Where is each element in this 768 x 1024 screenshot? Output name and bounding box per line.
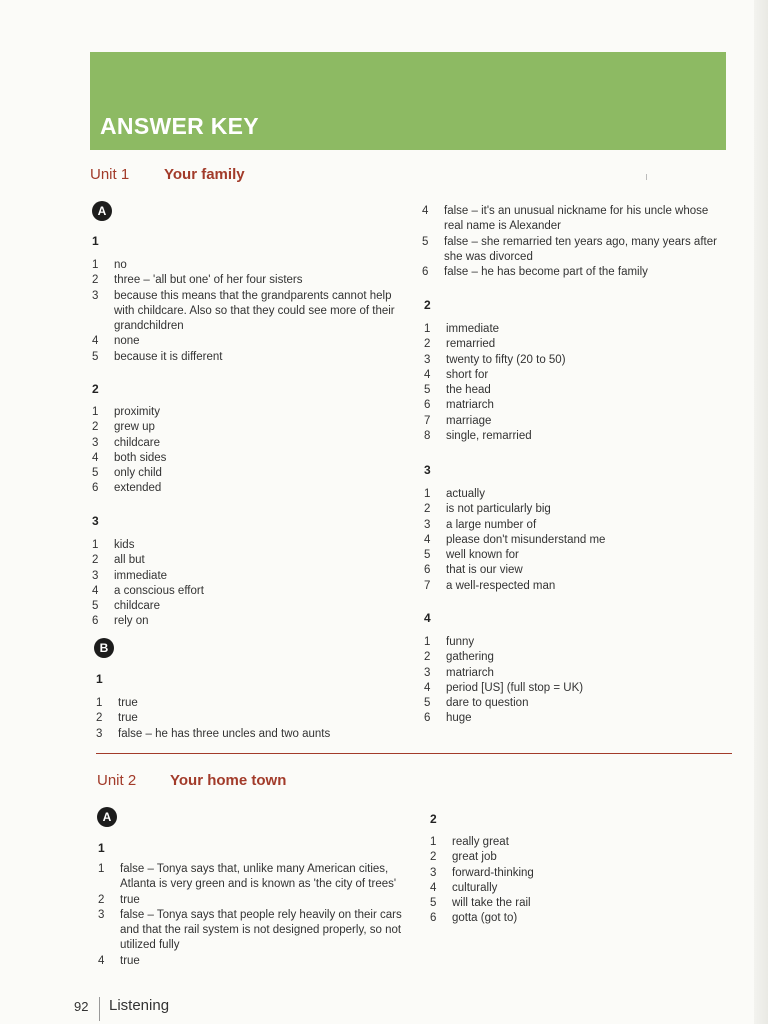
answer-item <box>430 866 730 881</box>
answer-number: 8 <box>424 430 431 443</box>
answer-number: 1 <box>92 259 99 271</box>
answer-number: 1 <box>92 406 99 418</box>
answer-item <box>424 414 724 429</box>
answer-number: 6 <box>92 482 99 495</box>
exercise-4-label: 4 <box>424 611 431 625</box>
answer-text: funny <box>446 636 475 648</box>
answer-number: 4 <box>424 681 431 694</box>
answer-text: well known for <box>446 549 519 562</box>
answer-text: because this means that the grandparents cannot help with childcare. Also so that they could see more of their grandchildren <box>114 289 395 333</box>
answer-text: matriarch <box>446 666 494 679</box>
answer-item <box>424 533 724 548</box>
answer-text: twenty to fifty (20 to 50) <box>446 353 566 366</box>
answer-item <box>424 383 724 398</box>
answer-text: because it is different <box>114 350 223 363</box>
answer-number: 4 <box>92 451 99 464</box>
answer-text: marriage <box>446 414 492 427</box>
answer-text: single, remarried <box>446 430 532 443</box>
answer-number: 3 <box>92 289 99 302</box>
answer-text: actually <box>446 488 485 500</box>
exercise-1-answers <box>96 696 396 742</box>
answer-text: immediate <box>114 569 168 582</box>
answer-number: 5 <box>92 600 99 613</box>
answer-item <box>422 265 730 280</box>
answer-text: really great <box>452 836 509 848</box>
answer-number: 5 <box>422 235 429 248</box>
answer-item <box>430 911 730 926</box>
answer-text: please don't misunderstand me <box>446 533 606 546</box>
exercise-2-label: 2 <box>424 298 431 312</box>
exercise-3-label: 3 <box>424 463 431 477</box>
answer-number: 5 <box>424 384 431 397</box>
answer-item <box>430 881 730 896</box>
footer-separator <box>99 997 100 1021</box>
unit-1-title: Your family <box>164 166 245 183</box>
answer-text: kids <box>114 539 135 551</box>
page-number: 92 <box>74 999 89 1014</box>
answer-text: all but <box>114 554 145 567</box>
exercise-3-label: 3 <box>92 514 99 528</box>
answer-item <box>92 599 392 614</box>
answer-number: 2 <box>96 712 103 725</box>
answer-number: 5 <box>424 549 431 562</box>
exercise-1-answers <box>92 258 397 365</box>
answer-text: false – he has become part of the family <box>444 266 648 279</box>
answer-text: true <box>118 712 138 725</box>
section-a-badge: A <box>97 807 117 827</box>
answer-item <box>424 666 724 681</box>
answer-text: false – Tonya says that people rely heavily on their cars and that the rail system is not designed properly, so not utilized fully <box>120 908 402 952</box>
scan-mark <box>646 174 647 180</box>
answer-number: 4 <box>92 584 99 597</box>
answer-item <box>424 650 724 665</box>
unit-2-number: Unit 2 <box>97 772 137 789</box>
answer-text: forward-thinking <box>452 866 534 879</box>
answer-number: 6 <box>422 266 429 279</box>
answer-text: rely on <box>114 615 149 628</box>
answer-item <box>92 481 392 496</box>
answer-item <box>98 954 408 969</box>
answer-number: 1 <box>430 836 437 848</box>
answer-number: 2 <box>92 421 99 434</box>
exercise-4-answers <box>424 635 724 727</box>
answer-text: remarried <box>446 338 496 351</box>
answer-number: 4 <box>98 954 105 967</box>
answer-text: a well-respected man <box>446 579 556 592</box>
answer-number: 1 <box>424 636 431 648</box>
unit-1-number: Unit 1 <box>90 166 130 183</box>
answer-number: 1 <box>96 697 103 709</box>
exercise-2-answers <box>430 835 730 927</box>
answer-number: 2 <box>424 503 431 516</box>
answer-item <box>424 502 724 517</box>
answer-item <box>424 635 724 650</box>
answer-number: 2 <box>430 851 437 864</box>
answer-item <box>96 711 396 726</box>
answer-number: 5 <box>92 467 99 480</box>
answer-key-banner <box>90 52 726 150</box>
answer-item <box>424 487 724 502</box>
answer-item <box>92 334 397 349</box>
answer-item <box>92 289 397 335</box>
answer-item <box>424 579 724 594</box>
answer-item <box>92 569 392 584</box>
answer-item <box>424 368 724 383</box>
exercise-1-label: 1 <box>92 234 99 248</box>
unit-1-heading <box>90 166 245 183</box>
answer-item <box>92 466 392 481</box>
unit-divider <box>96 753 732 754</box>
answer-text: great job <box>452 851 497 864</box>
answer-number: 6 <box>424 399 431 412</box>
answer-item <box>92 273 397 288</box>
answer-item <box>98 908 408 954</box>
unit-2-title: Your home town <box>170 772 287 789</box>
answer-number: 6 <box>430 912 437 925</box>
answer-item <box>424 322 724 337</box>
answer-number: 5 <box>424 697 431 710</box>
answer-text: three – 'all but one' of her four sisters <box>114 274 303 287</box>
answer-number: 6 <box>424 564 431 577</box>
answer-number: 2 <box>92 274 99 287</box>
answer-number: 4 <box>430 881 437 894</box>
exercise-2-answers <box>424 322 724 444</box>
answer-item <box>92 420 392 435</box>
answer-number: 3 <box>92 569 99 582</box>
answer-text: no <box>114 259 127 271</box>
section-a-badge: A <box>92 201 112 221</box>
answer-item <box>92 436 392 451</box>
answer-text: grew up <box>114 421 155 434</box>
answer-text: both sides <box>114 451 167 464</box>
answer-text: false – it's an unusual nickname for his uncle whose real name is Alexander <box>444 205 709 233</box>
unit-2-heading <box>97 772 286 789</box>
exercise-1-label: 1 <box>96 672 103 686</box>
answer-item <box>96 727 396 742</box>
answer-number: 3 <box>424 353 431 366</box>
answer-text: is not particularly big <box>446 503 551 516</box>
answer-text: a large number of <box>446 518 537 531</box>
answer-text: a conscious effort <box>114 584 204 597</box>
answer-number: 4 <box>92 335 99 348</box>
answer-number: 1 <box>424 323 431 335</box>
answer-number: 7 <box>424 579 431 592</box>
exercise-3-answers <box>92 538 392 630</box>
answer-text: immediate <box>446 323 500 335</box>
answer-item <box>92 350 397 365</box>
answer-number: 3 <box>424 666 431 679</box>
answer-text: only child <box>114 467 162 480</box>
answer-text: false – Tonya says that, unlike many American cities, Atlanta is very green and is known as 'the city of trees' <box>120 863 397 891</box>
answer-item <box>96 696 396 711</box>
exercise-2-label: 2 <box>430 812 437 826</box>
answer-item <box>422 204 730 235</box>
answer-text: childcare <box>114 600 161 613</box>
page-title: ANSWER KEY <box>100 113 259 139</box>
answer-number: 2 <box>424 338 431 351</box>
answer-number: 1 <box>98 863 105 875</box>
answer-item <box>92 258 397 273</box>
exercise-1-label: 1 <box>98 841 105 855</box>
answer-item <box>424 429 724 444</box>
answer-number: 3 <box>96 727 103 740</box>
answer-text: dare to question <box>446 697 529 710</box>
answer-number: 3 <box>92 436 99 449</box>
answer-number: 1 <box>424 488 431 500</box>
answer-number: 7 <box>424 414 431 427</box>
answer-number: 5 <box>430 897 437 910</box>
answer-number: 2 <box>424 651 431 664</box>
answer-text: huge <box>446 712 472 725</box>
answer-item <box>424 353 724 368</box>
answer-number: 4 <box>422 205 429 217</box>
answer-item <box>430 850 730 865</box>
answer-item <box>424 681 724 696</box>
answer-text: the head <box>446 384 491 397</box>
answer-text: true <box>120 954 140 967</box>
answer-number: 2 <box>98 893 105 906</box>
answer-item <box>92 405 392 420</box>
answer-text: childcare <box>114 436 161 449</box>
answer-text: gotta (got to) <box>452 912 518 925</box>
answer-item <box>98 893 408 908</box>
answer-text: gathering <box>446 651 494 664</box>
answer-item <box>430 896 730 911</box>
answer-item <box>424 518 724 533</box>
answer-text: false – he has three uncles and two aunts <box>118 727 331 740</box>
answer-item <box>98 862 408 893</box>
answer-item <box>92 538 392 553</box>
answer-text: false – she remarried ten years ago, many years after she was divorced <box>444 235 717 263</box>
answer-number: 6 <box>92 615 99 628</box>
answer-text: true <box>120 893 140 906</box>
exercise-2-answers <box>92 405 392 497</box>
answer-number: 1 <box>92 539 99 551</box>
answer-text: culturally <box>452 881 498 894</box>
answer-item <box>424 337 724 352</box>
answer-text: will take the rail <box>452 897 531 910</box>
answer-text: proximity <box>114 406 161 418</box>
answer-item <box>424 711 724 726</box>
section-b-badge: B <box>94 638 114 658</box>
footer-section-title: Listening <box>109 997 170 1014</box>
answer-item <box>424 563 724 578</box>
answer-number: 4 <box>424 368 431 381</box>
answer-number: 5 <box>92 350 99 363</box>
exercise-3-answers <box>424 487 724 594</box>
answer-text: that is our view <box>446 564 523 577</box>
answer-text: matriarch <box>446 399 494 412</box>
answer-item <box>424 696 724 711</box>
answer-item <box>424 398 724 413</box>
answer-number: 3 <box>430 866 437 879</box>
answer-text: extended <box>114 482 162 495</box>
answer-number: 3 <box>424 518 431 531</box>
answer-item <box>92 614 392 629</box>
answer-text: short for <box>446 368 489 381</box>
answer-number: 6 <box>424 712 431 725</box>
answer-number: 2 <box>92 554 99 567</box>
answer-text: period [US] (full stop = UK) <box>446 681 584 694</box>
answer-item <box>92 584 392 599</box>
page-edge <box>754 0 768 1024</box>
answer-number: 3 <box>98 908 105 921</box>
exercise-1-answers-continued <box>422 204 730 280</box>
exercise-2-label: 2 <box>92 382 99 396</box>
exercise-1-answers <box>98 862 408 969</box>
answer-item <box>430 835 730 850</box>
answer-item <box>92 451 392 466</box>
answer-number: 4 <box>424 533 431 546</box>
answer-item <box>422 235 730 266</box>
answer-text: true <box>118 697 138 709</box>
answer-item <box>424 548 724 563</box>
answer-text: none <box>114 335 140 348</box>
answer-item <box>92 553 392 568</box>
